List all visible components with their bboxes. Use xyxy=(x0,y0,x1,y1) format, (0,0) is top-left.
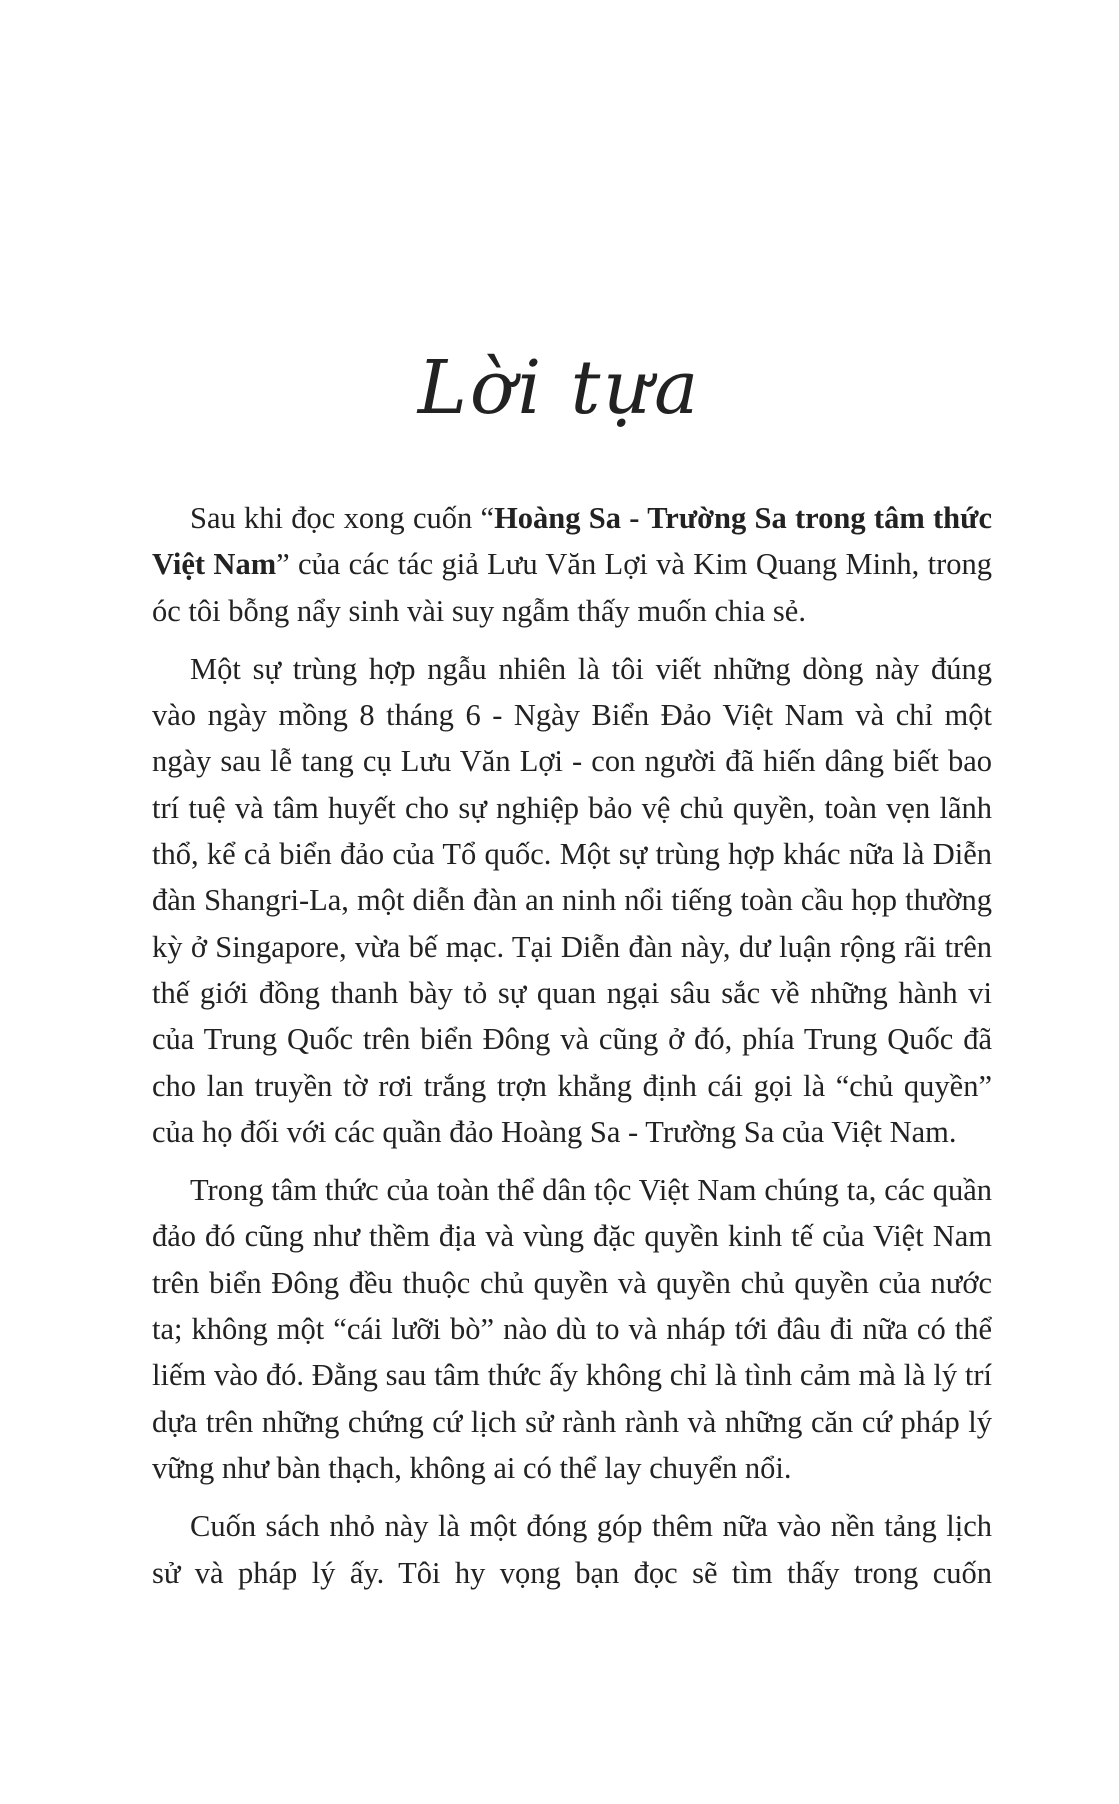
book-title-bold: Hoàng Sa - Trường Sa trong tâm thức Việt Nam xyxy=(152,501,992,582)
text-segment: ” của các tác giả Lưu Văn Lợi và Kim Quang Minh, trong óc tôi bỗng nẩy sinh vài suy ngẫm thấy muốn chia sẻ. xyxy=(152,547,992,628)
chapter-title: Lời tựa xyxy=(417,345,702,431)
paragraph xyxy=(152,646,992,1155)
body-text xyxy=(152,495,992,1596)
text-segment: Trong tâm thức của toàn thể dân tộc Việt Nam chúng ta, các quần đảo đó cũng như thềm địa và vùng đặc quyền kinh tế của Việt Nam trên biển Đông đều thuộc chủ quyền và quyền chủ quyền của nước ta; không một “cái lưỡi bò” nào dù to và nháp tới đâu đi nữa có thể liếm vào đó. Đằng sau tâm thức ấy không chỉ là tình cảm mà là lý trí dựa trên những chứng cứ lịch sử rành rành và những căn cứ pháp lý vững như bàn thạch, không ai có thể lay chuyển nổi. xyxy=(152,1173,992,1485)
text-segment: Một sự trùng hợp ngẫu nhiên là tôi viết những dòng này đúng vào ngày mồng 8 tháng 6 - Ngày Biển Đảo Việt Nam và chỉ một ngày sau lễ tang cụ Lưu Văn Lợi - con người đã hiến dâng biết bao trí tuệ và tâm huyết cho sự nghiệp bảo vệ chủ quyền, toàn vẹn lãnh thổ, kể cả biển đảo của Tổ quốc. Một sự trùng hợp khác nữa là Diễn đàn Shangri-La, một diễn đàn an ninh nổi tiếng toàn cầu họp thường kỳ ở Singapore, vừa bế mạc. Tại Diễn đàn này, dư luận rộng rãi trên thế giới đồng thanh bày tỏ sự quan ngại sâu sắc về những hành vi của Trung Quốc trên biển Đông và cũng ở đó, phía Trung Quốc đã cho lan truyền tờ rơi trắng trợn khẳng định cái gọi là “chủ quyền” của họ đối với các quần đảo Hoàng Sa - Trường Sa của Việt Nam. xyxy=(152,651,992,1149)
paragraph xyxy=(152,1167,992,1491)
text-segment: Sau khi đọc xong cuốn “ xyxy=(190,501,495,535)
paragraph xyxy=(152,1503,992,1596)
paragraph xyxy=(152,495,992,634)
text-segment: Cuốn sách nhỏ này là một đóng góp thêm nữa vào nền tảng lịch sử và pháp lý ấy. Tôi hy vọng bạn đọc sẽ tìm thấy trong cuốn xyxy=(152,1509,992,1590)
